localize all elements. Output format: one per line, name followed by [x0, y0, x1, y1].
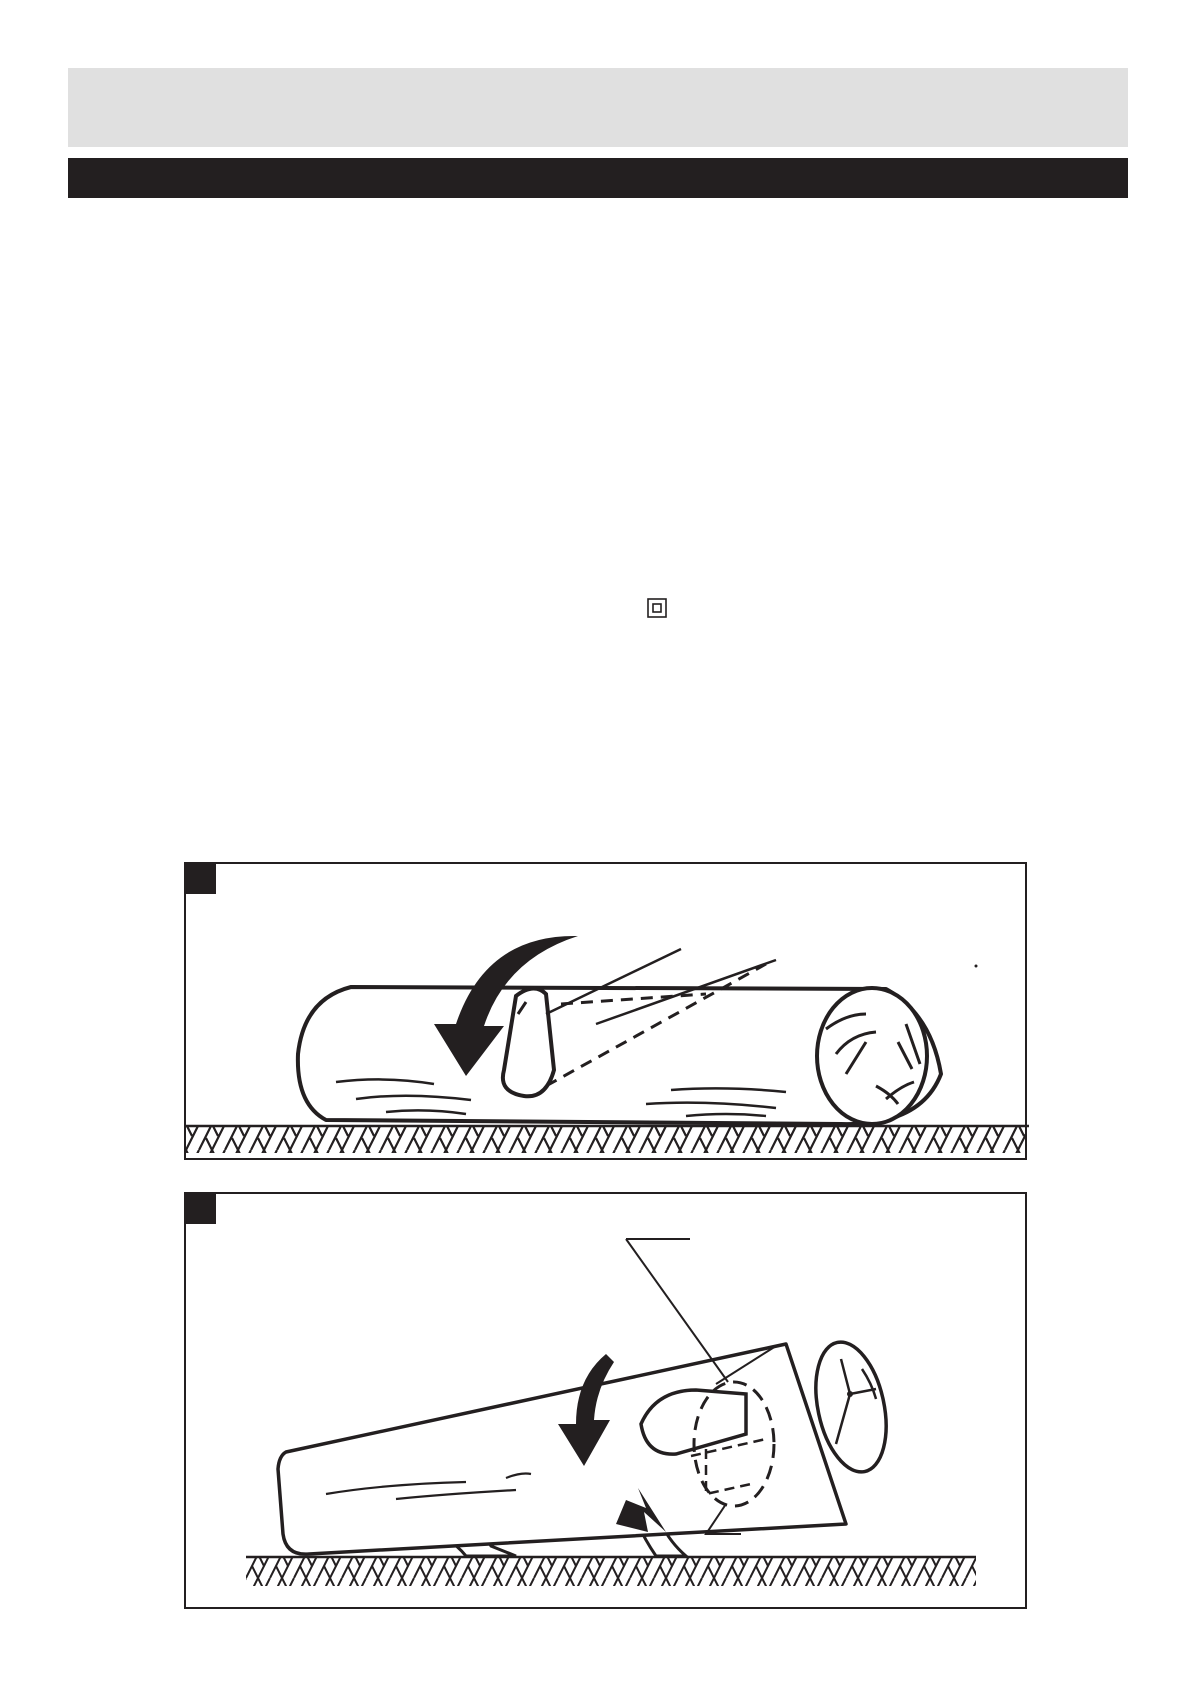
log-supported-one-end-drawing: [186, 1194, 1029, 1611]
log-supported-one-end-figure: [184, 1192, 1027, 1609]
log-on-ground-figure: [184, 862, 1027, 1160]
log-on-ground-drawing: [186, 864, 1029, 1162]
section-title-bar: [68, 158, 1128, 198]
double-square-icon: [647, 598, 667, 618]
header-band: [68, 68, 1128, 147]
